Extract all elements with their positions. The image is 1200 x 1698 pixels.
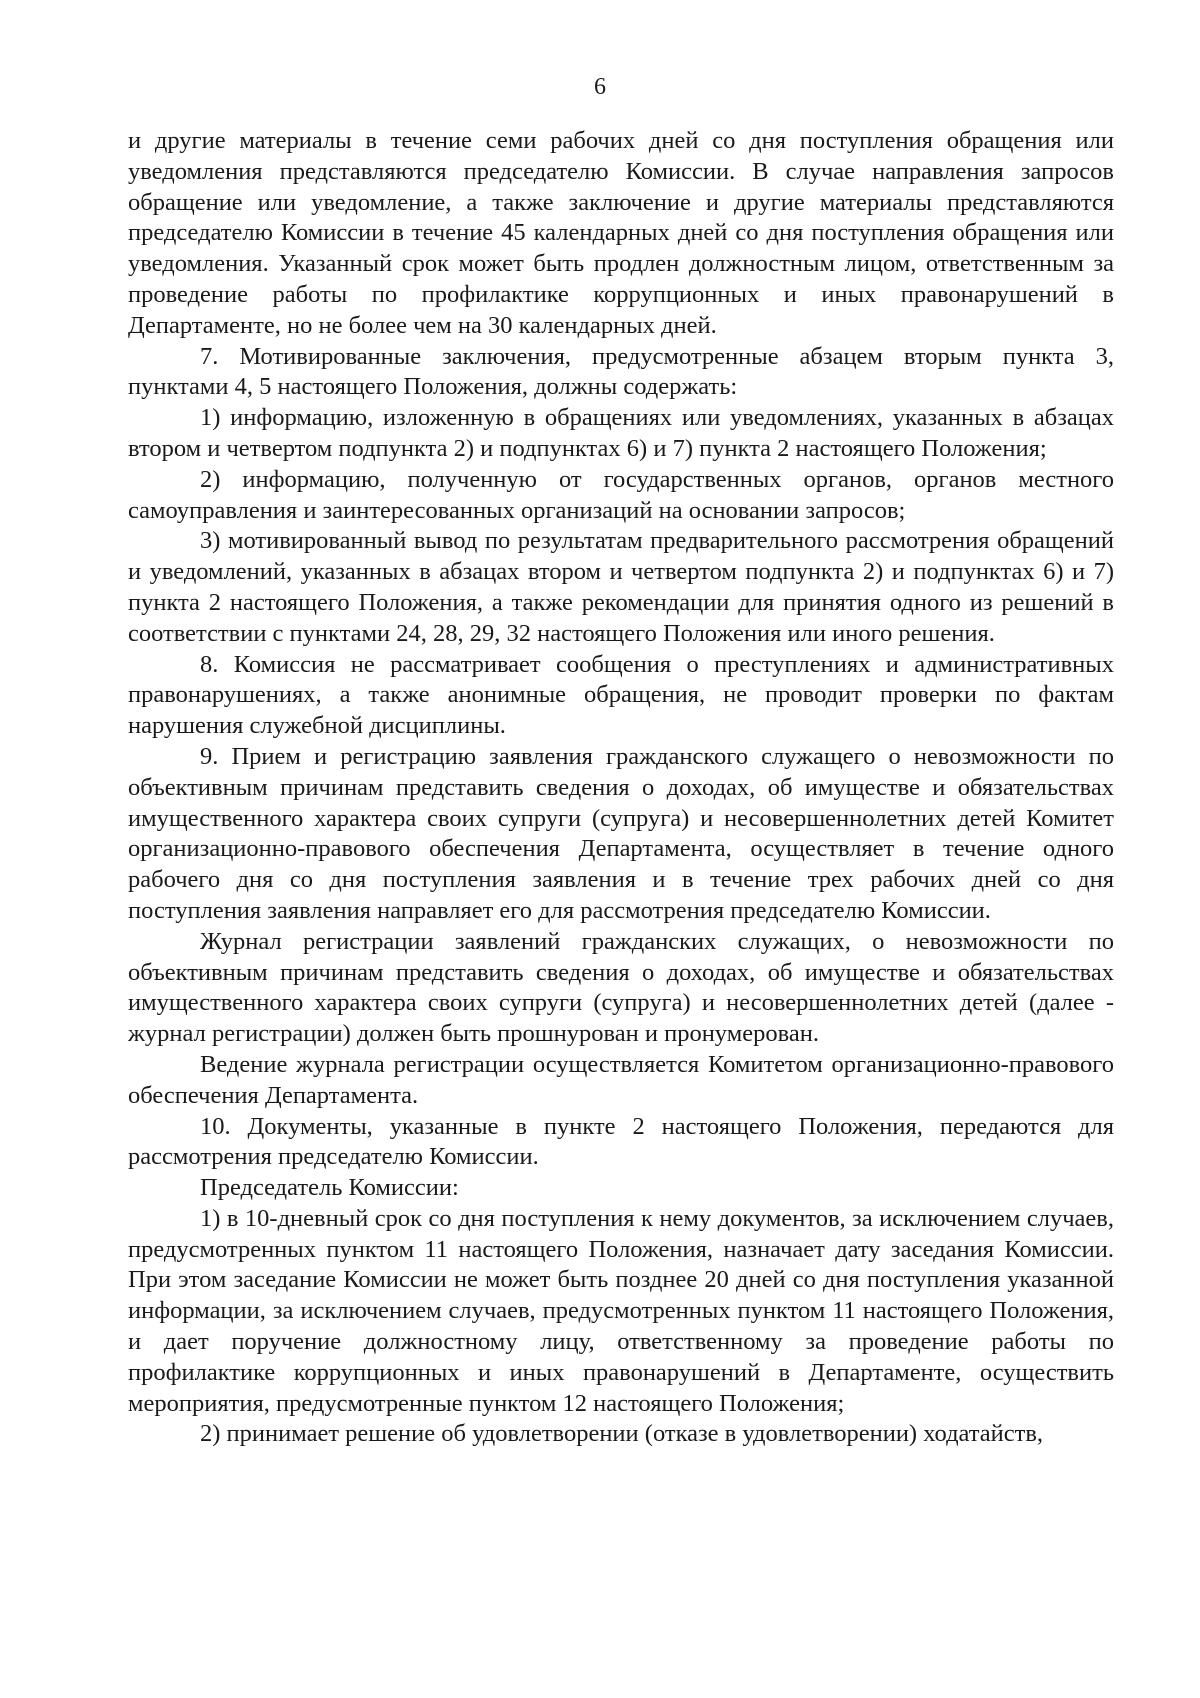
paragraph-item-9: 9. Прием и регистрацию заявления гражданского служащего о невозможности по объективным причинам представить сведения о доходах, об имуществе и обязательствах имущественного характера своих супруги (супруга) и несовершеннолетних детей Комитет организационно-правового обеспечения Департамента, осуществляет в течение одного рабочего дня со дня поступления заявления и в течение трех рабочих дней со дня поступления заявления направляет его для рассмотрения председателю Комиссии. [128,742,1114,924]
paragraph-item-7: 7. Мотивированные заключения, предусмотренные абзацем вторым пункта 3, пунктами 4, 5 настоящего Положения, должны содержать: [128,342,1114,401]
paragraph-item-7-2: 2) информацию, полученную от государственных органов, органов местного самоуправления и заинтересованных организаций на основании запросов; [128,465,1114,524]
paragraph-continuation: и другие материалы в течение семи рабочих дней со дня поступления обращения или уведомления представляются председателю Комиссии. В случае направления запросов обращение или уведомление, а также заключение и другие материалы представляются председателю Комиссии в течение 45 календарных дней со дня поступления обращения или уведомления. Указанный срок может быть продлен должностным лицом, ответственным за проведение работы по профилактике коррупционных и иных правонарушений в Департаменте, но не более чем на 30 календарных дней. [128,127,1114,339]
page-number: 6 [594,74,606,100]
paragraph-item-7-3: 3) мотивированный вывод по результатам предварительного рассмотрения обращений и уведомлений, указанных в абзацах втором и четвертом подпункта 2) и подпунктах 6) и 7) пункта 2 настоящего Положения, а также рекомендации для принятия одного из решений в соответствии с пунктами 24, 28, 29, 32 настоящего Положения или иного решения. [128,527,1114,647]
paragraph-registration-journal: Журнал регистрации заявлений гражданских служащих, о невозможности по объективным причинам представить сведения о доходах, об имуществе и обязательствах имущественного характера своих супруги (супруга) и несовершеннолетних детей (далее - журнал регистрации) должен быть прошнурован и пронумерован. [128,927,1114,1048]
document-body [128,126,1114,1450]
paragraph-journal-maintenance: Ведение журнала регистрации осуществляется Комитетом организационно-правового обеспечения Департамента. [128,1050,1114,1109]
paragraph-item-7-1: 1) информацию, изложенную в обращениях или уведомлениях, указанных в абзацах втором и четвертом подпункта 2) и подпунктах 6) и 7) пункта 2 настоящего Положения; [128,404,1114,462]
paragraph-item-10: 10. Документы, указанные в пункте 2 настоящего Положения, передаются для рассмотрения председателю Комиссии. [128,1112,1114,1171]
paragraph-item-8: 8. Комиссия не рассматривает сообщения о преступлениях и административных правонарушениях, а также анонимные обращения, не проводит проверки по фактам нарушения служебной дисциплины. [128,650,1114,740]
paragraph-item-10-2: 2) принимает решение об удовлетворении (отказе в удовлетворении) ходатайств, [200,1420,1044,1448]
paragraph-chairman-heading: Председатель Комиссии: [200,1174,459,1202]
paragraph-item-10-1: 1) в 10-дневный срок со дня поступления к нему документов, за исключением случаев, предусмотренных пунктом 11 настоящего Положения, назначает дату заседания Комиссии. При этом заседание Комиссии не может быть позднее 20 дней со дня поступления указанной информации, за исключением случаев, предусмотренных пунктом 11 настоящего Положения, и дает поручение должностному лицу, ответственному за проведение работы по профилактике коррупционных и иных правонарушений в Департаменте, осуществить мероприятия, предусмотренные пунктом 12 настоящего Положения; [128,1204,1114,1417]
